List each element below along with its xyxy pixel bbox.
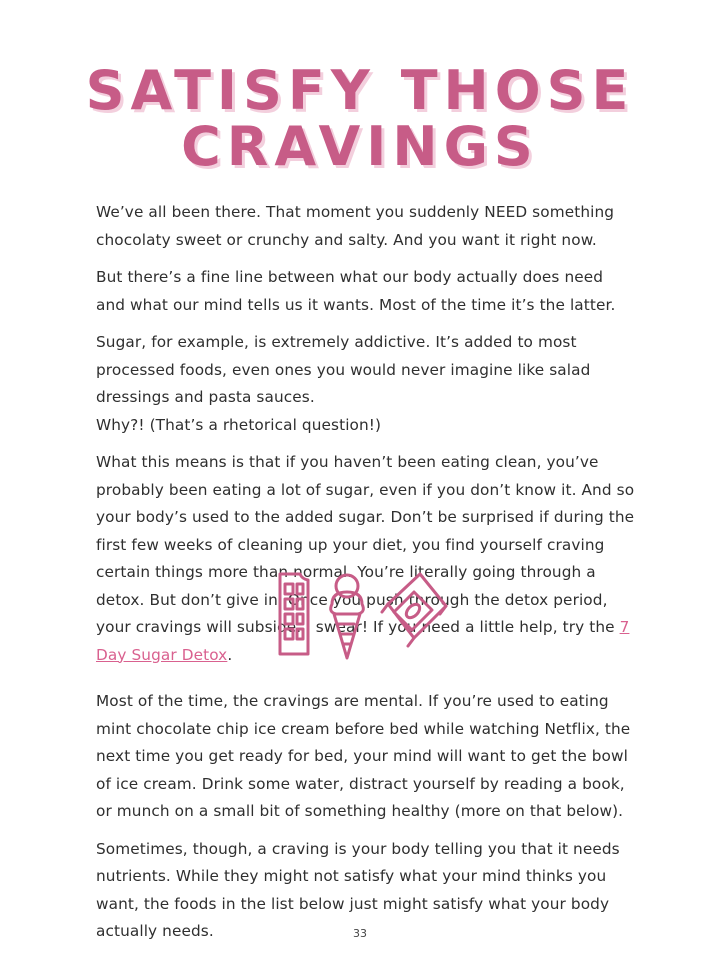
paragraph-6: Sometimes, though, a craving is your body telling you that it needs nutrients. While they might not satisfy what your mind thinks you want, the foods in the list below just might satisfy what your body actually needs.: [96, 839, 620, 940]
page-title-line-2: CRAVINGS: [181, 115, 539, 178]
body-text-block: [96, 688, 636, 956]
paragraph-4-suffix: .: [227, 645, 233, 664]
paragraph-1: We’ve all been there. That moment you suddenly NEED something chocolaty sweet or crunchy and salty. And you want it right now.: [96, 203, 615, 249]
sugar-detox-link[interactable]: 7 Day Sugar Detox: [96, 618, 630, 664]
cravings-icons: [270, 568, 450, 660]
page-title-line-1: SATISFY THOSE: [85, 59, 635, 122]
paragraph-4-text: What this means is that if you haven’t been eating clean, you’ve probably been eating a lot of sugar, even if you don’t know it. And so your body’s used to the added sugar. Don’t be surprised if during the first few weeks of cleaning up your diet, you find yourself craving certain things more than normal. You’re literally going through a detox. But don’t give in. Once you push through the detox period, your cravings will subside. I swear! If you need a little help, try the: [96, 453, 635, 636]
paragraph-3-text: Sugar, for example, is extremely addictive. It’s added to most processed foods, even ones you would never imagine like salad dressings and pasta sauces.: [96, 333, 591, 406]
page-number: 33: [353, 927, 367, 940]
paragraph-2: But there’s a fine line between what our body actually does need and what our mind tells us it wants. Most of the time it’s the latter.: [96, 268, 616, 314]
paragraph-3: [96, 329, 636, 439]
ice-cream-cone-icon: [331, 575, 364, 658]
chips-bag-icon: [382, 574, 446, 646]
paragraph-3-question: Why?! (That’s a rhetorical question!): [96, 415, 382, 434]
paragraph-5: Most of the time, the cravings are mental. If you’re used to eating mint chocolate chip ice cream before bed while watching Netflix, the next time you get ready for bed, your mind will want to get the bowl of ice cream. Drink some water, distract yourself by reading a book, or munch on a small bit of something healthy (more on that below).: [96, 692, 631, 820]
chocolate-bar-icon: [280, 574, 308, 654]
